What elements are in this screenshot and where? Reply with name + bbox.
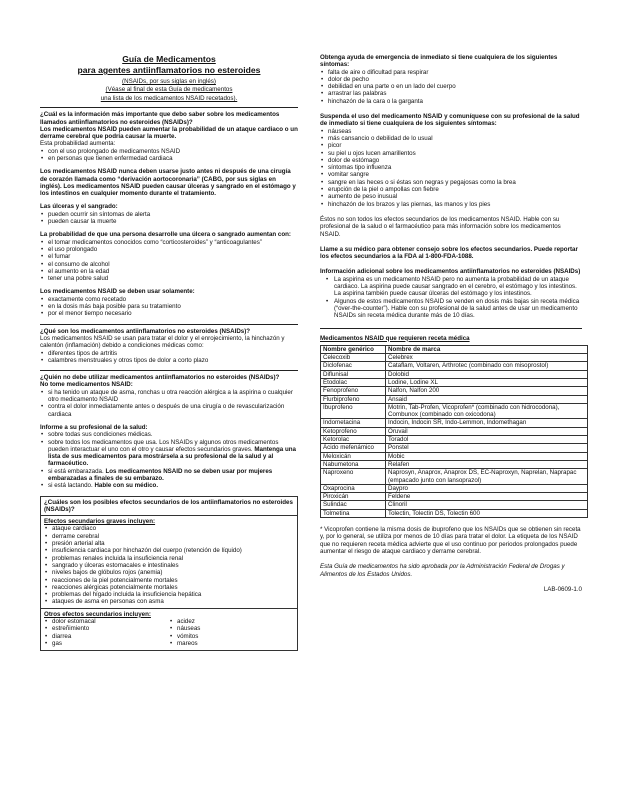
list-item: • sobre todas sus condiciones médicas. [40, 431, 298, 438]
brand-name-cell: Naprosyn, Anaprox, Anaprox DS, EC-Naproxyn, Naprelan, Naprapac (empacado junto con lansoprazol) [386, 469, 588, 485]
cabg-warning: Los medicamentos NSAID nunca deben usarse justo antes ni después de una cirugía de corazón llamada como “derivación aortocoronaria” (CABG, por sus siglas en inglés). Los medicamentos NSAID pueden causar úlceras y sangrado en el estómago y los intestinos en cualquier momento durante el tratamiento. [40, 168, 296, 198]
table-row [321, 436, 588, 444]
other-heading: Otros efectos secundarios incluyen: [44, 610, 151, 618]
table-row [321, 362, 588, 370]
brand-name-cell: Mobic [386, 452, 588, 460]
generic-name-cell: Fenoprofeno [321, 387, 386, 395]
list-item: • erupción de la piel o ampollas con fiebre [320, 186, 582, 193]
what-heading: ¿Qué son los medicamentos antiinflamatorios no esteroides (NSAIDs)? [40, 327, 251, 335]
list-item: • hinchazón de la cara o la garganta [320, 98, 582, 105]
section-emergency [320, 54, 582, 105]
list-item: • contra el dolor inmediatamente antes o después de una cirugía o de revascularización cardiaca [40, 403, 298, 418]
generic-name-cell: Tolmetina [321, 509, 386, 517]
brand-name-cell: Dolobid [386, 370, 588, 378]
list-item: • en la dosis más baja posible para su tratamiento [40, 303, 298, 310]
generic-name-cell: Naproxeno [321, 469, 386, 485]
list-item: • Algunos de estos medicamentos NSAID se venden en dosis más bajas sin receta médica (“over-the-counter”). Hable con su profesional de la salud antes de usar un medicamento NSAIDs sin receta médica durante más de 10 días. [320, 298, 582, 320]
list-item: • derrame cerebral [44, 533, 294, 540]
approval-text: Esta Guía de medicamentos ha sido aprobada por la Administración Federal de Drogas y Alimentos de los Estados Unidos. [320, 563, 565, 578]
generic-name-cell: Ibuprofeno [321, 403, 386, 419]
list-item: • sangrado y úlceras estomacales e intestinales [44, 562, 294, 569]
list-item: • si está embarazada. Los medicamentos NSAID no se deben usar por mujeres embarazadas a finales de su embarazo. [40, 468, 298, 483]
not-all-text: Éstos no son todos los efectos secundarios de los medicamentos NSAID. Hable con su profesional de la salud o el farmacéutico para más información sobre los medicamentos NSAID. [320, 215, 561, 238]
list-item: • su piel u ojos lucen amarillentos [320, 150, 582, 157]
left-column [40, 54, 298, 651]
guide-title-1: Guía de Medicamentos [122, 54, 216, 64]
list-item: • si ha tenido un ataque de asma, ronchas u otra reacción alérgica a la aspirina o cualquier otro medicamento NSAID [40, 389, 298, 404]
section-who-not [40, 374, 298, 418]
section-probability [40, 231, 298, 282]
list-item: • diferentes tipos de artritis [40, 350, 298, 357]
table-row [321, 378, 588, 386]
list-item: • más cansancio o debilidad de lo usual [320, 135, 582, 142]
list-item: • el uso prolongado [40, 246, 298, 253]
q1-text: Esta probabilidad aumenta: [40, 140, 116, 148]
list-item: • reacciones de la piel potencialmente mortales [44, 577, 294, 584]
right-column [320, 54, 582, 593]
divider [40, 107, 298, 108]
list-item: • problemas del hígado incluida la insuficiencia hepática [44, 591, 294, 598]
list-item: • hinchazón de los brazos y las piernas, las manos y los pies [320, 201, 582, 208]
table-header: Nombre de marca [386, 345, 588, 353]
list-item: • diarrea [44, 633, 169, 640]
list-item: • pueden ocurrir sin síntomas de alerta [40, 211, 298, 218]
list-item: • el fumar [40, 253, 298, 260]
list-item: • tener una pobre salud [40, 275, 298, 282]
list-item: • en personas que tienen enfermedad cardiaca [40, 155, 298, 162]
brand-name-cell: Ponstel [386, 444, 588, 452]
generic-name-cell: Celecoxib [321, 354, 386, 362]
table-row [321, 444, 588, 452]
brand-name-cell: Feldene [386, 493, 588, 501]
generic-name-cell: Etodolac [321, 378, 386, 386]
list-item: • ataque cardiaco [44, 525, 294, 532]
table-title: Medicamentos NSAID que requieren receta médica [320, 334, 470, 342]
list-item: • sangre en las heces o si éstas son negras y pegajosas como la brea [320, 179, 582, 186]
list-item: • pueden causar la muerte [40, 218, 298, 225]
generic-name-cell: Diclofenac [321, 362, 386, 370]
table-row [321, 460, 588, 468]
brand-name-cell: Tolectin, Tolectin DS, Tolectin 600 [386, 509, 588, 517]
table-header-row [321, 345, 588, 353]
list-item: • debilidad en una parte o en un lado del cuerpo [320, 83, 582, 90]
list-item: • problemas renales incluida la insuficiencia renal [44, 555, 294, 562]
ulcer-heading: Las úlceras y el sangrado: [40, 203, 118, 211]
subtitle-2: (Véase al final de esta Guía de medicamentos [105, 86, 233, 94]
brand-name-cell: Nalfon, Nalfon 200 [386, 387, 588, 395]
subtitle-1: (NSAIDs, por sus siglas en inglés) [122, 78, 216, 85]
q1-bold: Los medicamentos NSAID pueden aumentar la probabilidad de un ataque cardiaco o un derrame cerebral que podría causar la muerte. [40, 125, 298, 141]
brand-name-cell: Ansaid [386, 395, 588, 403]
list-item: • vomitar sangre [320, 171, 582, 178]
prob-heading: La probabilidad de que una persona desarrolle una úlcera o sangrado aumentan con: [40, 231, 291, 239]
brand-name-cell: Clinoril [386, 501, 588, 509]
serious-heading: Efectos secundarios graves incluyen: [44, 518, 156, 526]
list-item: • acidez [169, 618, 294, 625]
table-row [321, 493, 588, 501]
table-row [321, 370, 588, 378]
list-item: • aumento de peso inusual [320, 193, 582, 200]
table-row [321, 403, 588, 419]
list-item: • por el menor tiempo necesario [40, 310, 298, 317]
list-item: • ataques de asma en personas con asma [44, 598, 294, 605]
list-item: • dolor estomacal [44, 618, 169, 625]
list-item: • el consumo de alcohol [40, 261, 298, 268]
generic-name-cell: Nabumetona [321, 460, 386, 468]
list-item: • el tomar medicamentos conocidos como “corticosteroides” y “anticoagulantes” [40, 239, 298, 246]
table-row [321, 395, 588, 403]
list-item: • sobre todos los medicamentos que usa. Los NSAIDs y algunos otros medicamentos pueden interactuar el uno con el otro y causar efectos secundarios graves. Mantenga una lista de sus medicamentos para mostrársela a su profesional de la salud y al farmacéutico. [40, 439, 298, 468]
list-item: • dolor de pecho [320, 76, 582, 83]
generic-name-cell: Oxaprocina [321, 484, 386, 492]
brand-name-cell: Toradol [386, 436, 588, 444]
document-code: LAB-0609-1.0 [543, 585, 582, 593]
inform-heading: Informe a su profesional de la salud: [40, 423, 148, 431]
section-ulcers [40, 203, 298, 225]
list-item: • La aspirina es un medicamento NSAID pero no aumenta la probabilidad de un ataque cardiaco. La aspirina puede causar sangrado en el cerebro, el estómago y los intestinos. La aspirina también puede causar úlceras del estómago y los intestinos. [320, 276, 582, 298]
what-text: Los medicamentos NSAID se usan para tratar el dolor y el enrojecimiento, la hinchazón y calentón (inflamación) debido a condiciones médicas como: [40, 334, 285, 350]
brand-name-cell: Oruvail [386, 427, 588, 435]
generic-name-cell: Diflunisal [321, 370, 386, 378]
nsaid-table [320, 345, 588, 518]
list-item: • con el uso prolongado de medicamentos NSAID [40, 148, 298, 155]
footnote: * Vicoprofen contiene la misma dosis de ibuprofeno que los NSAIDs que se obtienen sin receta y, por lo general, se utiliza por menos de 10 días para tratar el dolor. La etiqueta de los NSAID que no requieren receta médica advierte que el uso continuo por periodos prolongados puede aumentar el riesgo de ataque cardiaco y derrame cerebral. [320, 526, 581, 555]
brand-name-cell: Relafen [386, 460, 588, 468]
q1-list [40, 148, 298, 163]
stop-heading: Suspenda el uso del medicamento NSAID y comuníquese con su profesional de la salud de inmediato si tiene cualquiera de los siguientes síntomas: [320, 113, 580, 128]
divider [40, 324, 298, 325]
list-item: • gas [44, 640, 169, 647]
list-item: • estreñimiento [44, 625, 169, 632]
list-item: • mareos [169, 640, 294, 647]
generic-name-cell: Piroxicán [321, 493, 386, 501]
table-row [321, 354, 588, 362]
list-item: • reacciones alérgicas potencialmente mortales [44, 584, 294, 591]
who-heading: ¿Quién no debe utilizar medicamentos antiinflamatorios no esteroides (NSAIDs)? [40, 374, 280, 382]
list-item: • calambres menstruales y otros tipos de dolor a corto plazo [40, 357, 298, 364]
call-doctor-text: Llame a su médico para obtener consejo sobre los efectos secundarios. Puede reportar los efectos secundarios a la FDA al 1-800-FDA-1088. [320, 245, 578, 261]
who-bold: No tome medicamentos NSAID: [40, 381, 133, 389]
section-stop [320, 113, 582, 208]
section-additional [320, 268, 582, 319]
list-item: • el aumento en la edad [40, 268, 298, 275]
section-inform [40, 424, 298, 490]
list-item: • picor [320, 142, 582, 149]
table-row [321, 452, 588, 460]
other-effects-list [44, 618, 294, 647]
list-item: • dolor de estómago [320, 157, 582, 164]
table-row [321, 509, 588, 517]
list-item: • si está lactando. Hable con su médico. [40, 482, 298, 489]
table-row [321, 501, 588, 509]
brand-name-cell: Lodine, Lodine XL [386, 378, 588, 386]
list-item: • falta de aire o dificultad para respirar [320, 69, 582, 76]
box-heading: ¿Cuáles son los posibles efectos secundarios de los antiinflamatorios no esteroides (NSAIDs)? [41, 499, 297, 517]
q1-heading: ¿Cuál es la información más importante que debo saber sobre los medicamentos llamados antiinflamatorios no esteroides (NSAIDs)? [40, 111, 280, 126]
guide-title-2: para agentes antiinflamatorios no esteroides [77, 65, 261, 75]
section-important [40, 111, 298, 162]
list-item: • exactamente como recetado [40, 296, 298, 303]
only-heading: Los medicamentos NSAID se deben usar solamente: [40, 288, 195, 296]
brand-name-cell: Celebrex [386, 354, 588, 362]
table-header: Nombre genérico [321, 345, 386, 353]
list-item: • niveles bajos de glóbulos rojos (anemia) [44, 569, 294, 576]
table-row [321, 419, 588, 427]
table-row [321, 469, 588, 485]
subtitle-3: una lista de los medicamentos NSAID recetados). [100, 94, 238, 102]
generic-name-cell: Ketorolac [321, 436, 386, 444]
brand-name-cell: Motrin, Tab-Profen, Vicoprofen* (combinado con hidrocodona), Combunox (combinado con oxicodona) [386, 403, 588, 419]
generic-name-cell: Ácido mefenámico [321, 444, 386, 452]
generic-name-cell: Indometacina [321, 419, 386, 427]
list-item: • náuseas [320, 128, 582, 135]
section-use-only [40, 288, 298, 317]
list-item: • presión arterial alta [44, 540, 294, 547]
table-row [321, 427, 588, 435]
section-what-are [40, 328, 298, 364]
table-row [321, 484, 588, 492]
generic-name-cell: Ketoprofeno [321, 427, 386, 435]
list-item: • síntomas tipo influenza [320, 164, 582, 171]
additional-heading: Información adicional sobre los medicamentos antiinflamatorios no esteroides (NSAIDs) [320, 268, 581, 276]
brand-name-cell: Indocin, Indocin SR, Indo-Lemmon, Indomethagan [386, 419, 588, 427]
list-item: • náuseas [169, 625, 294, 632]
brand-name-cell: Cataflam, Voltaren, Arthrotec (combinado con misoprostol) [386, 362, 588, 370]
divider [40, 370, 298, 371]
divider [320, 328, 582, 329]
brand-name-cell: Daypro [386, 484, 588, 492]
side-effects-box [40, 496, 298, 652]
table-row [321, 387, 588, 395]
generic-name-cell: Meloxicán [321, 452, 386, 460]
emergency-heading: Obtenga ayuda de emergencia de inmediato si tiene cualquiera de los siguientes síntomas: [320, 54, 558, 69]
list-item: • insuficiencia cardiaca por hinchazón del cuerpo (retención de líquido) [44, 547, 294, 554]
generic-name-cell: Flurbiprofeno [321, 395, 386, 403]
list-item: • vómitos [169, 633, 294, 640]
generic-name-cell: Sulindac [321, 501, 386, 509]
list-item: • arrastrar las palabras [320, 90, 582, 97]
